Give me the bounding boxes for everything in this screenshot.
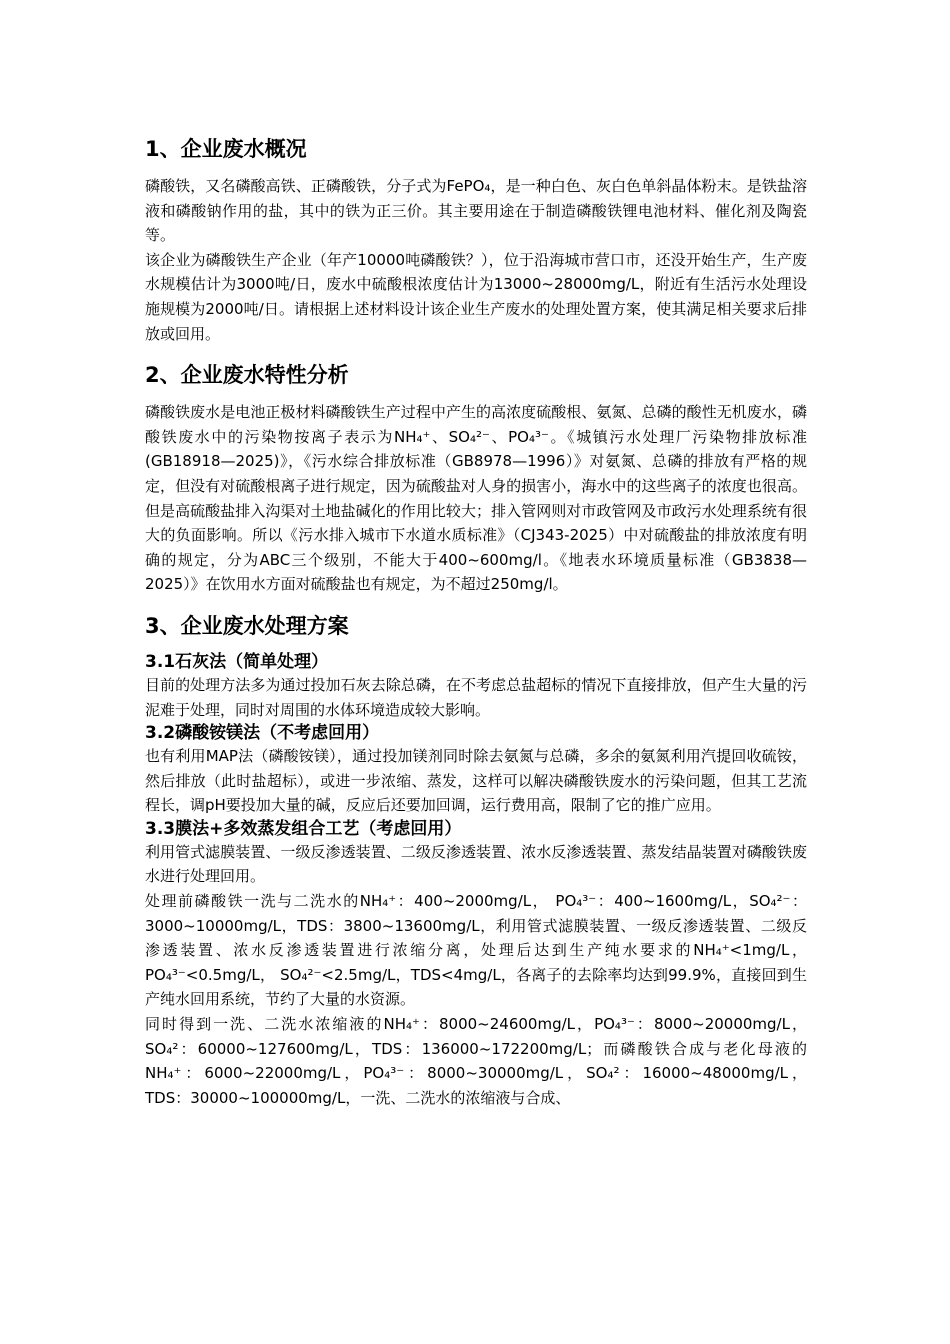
section-3-title: 3、企业废水处理方案	[145, 613, 349, 638]
section-1-paragraph-2: 该企业为磷酸铁生产企业（年产10000吨磷酸铁？），位于沿海城市营口市，还没开始生产，生产废水规模估计为3000吨/日，废水中硫酸根浓度估计为13000~28000mg/L，附近有生活污水处理设施规模为2000吨/日。请根据上述材料设计该企业生产废水的处理处置方案，使其满足相关要求后排放或回用。	[145, 250, 807, 343]
subsection-3-1-title: 3.1石灰法（简单处理）	[145, 651, 329, 672]
subsection-3-3-paragraph-1: 利用管式滤膜装置、一级反渗透装置、二级反渗透装置、浓水反渗透装置、蒸发结晶装置对磷酸铁废水进行处理回用。	[145, 842, 807, 886]
subsection-3-3-paragraph-3: 同时得到一洗、二洗水浓缩液的NH₄⁺：8000~24600mg/L，PO₄³⁻：8000~20000mg/L，SO₄²：60000~127600mg/L，TDS：136000~172200mg/L；而磷酸铁合成与老化母液的NH₄⁺：6000~22000mg/L，PO₄³⁻：8000~30000mg/L，SO₄²：16000~48000mg/L，TDS：30000~100000mg/L，一洗、二洗水的浓缩液与合成、	[145, 1015, 807, 1107]
subsection-3-2-title: 3.2磷酸铵镁法（不考虑回用）	[145, 723, 380, 744]
document-page	[145, 120, 807, 1110]
section-1-paragraph-1: 磷酸铁，又名磷酸高铁、正磷酸铁，分子式为FePO₄，是一种白色、灰白色单斜晶体粉末。是铁盐溶液和磷酸钠作用的盐，其中的铁为正三价。其主要用途在于制造磷酸铁锂电池材料、催化剂及陶瓷等。	[145, 177, 807, 245]
subsection-3-3-title: 3.3膜法+多效蒸发组合工艺（考虑回用）	[145, 818, 462, 839]
subsection-3-2-paragraph-1: 也有利用MAP法（磷酸铵镁），通过投加镁剂同时除去氨氮与总磷，多余的氨氮利用汽提回收硫铵，然后排放（此时盐超标），或进一步浓缩、蒸发，这样可以解决磷酸铁废水的污染问题，但其工艺流程长，调pH要投加大量的碱，反应后还要加回调，运行费用高，限制了它的推广应用。	[145, 747, 807, 815]
subsection-3-3-paragraph-2: 处理前磷酸铁一洗与二洗水的NH₄⁺：400~2000mg/L， PO₄³⁻：400~1600mg/L，SO₄²⁻：3000~10000mg/L，TDS：3800~13600mg/L，利用管式滤膜装置、一级反渗透装置、二级反渗透装置、浓水反渗透装置进行浓缩分离，处理后达到生产纯水要求的NH₄⁺<1mg/L， PO₄³⁻<0.5mg/L， SO₄²⁻<2.5mg/L，TDS<4mg/L，各离子的去除率均达到99.9%，直接回到生产纯水回用系统，节约了大量的水资源。	[145, 892, 807, 1009]
section-2-paragraph-1: 磷酸铁废水是电池正极材料磷酸铁生产过程中产生的高浓度硫酸根、氨氮、总磷的酸性无机废水，磷酸铁废水中的污染物按离子表示为NH₄⁺、SO₄²⁻、PO₄³⁻。《城镇污水处理厂污染物排放标准(GB18918—2025)》，《污水综合排放标准（GB8978—1996）》对氨氮、总磷的排放有严格的规定，但没有对硫酸根离子进行规定，因为硫酸盐对人身的损害小，海水中的这些离子的浓度也很高。但是高硫酸盐排入沟渠对土地盐碱化的作用比较大；排入管网则对市政管网及市政污水处理系统有很大的负面影响。所以《污水排入城市下水道水质标准》（CJ343-2025）中对硫酸盐的排放浓度有明确的规定，分为ABC三个级别，不能大于400~600mg/l。《地表水环境质量标准（GB3838—2025）》在饮用水方面对硫酸盐也有规定，为不超过250mg/l。	[145, 403, 807, 594]
section-1-title: 1、企业废水概况	[145, 137, 307, 161]
subsection-3-1-paragraph-1: 目前的处理方法多为通过投加石灰去除总磷，在不考虑总盐超标的情况下直接排放，但产生大量的污泥难于处理，同时对周围的水体环境造成较大影响。	[145, 675, 807, 719]
section-2-title: 2、企业废水特性分析	[145, 363, 349, 388]
